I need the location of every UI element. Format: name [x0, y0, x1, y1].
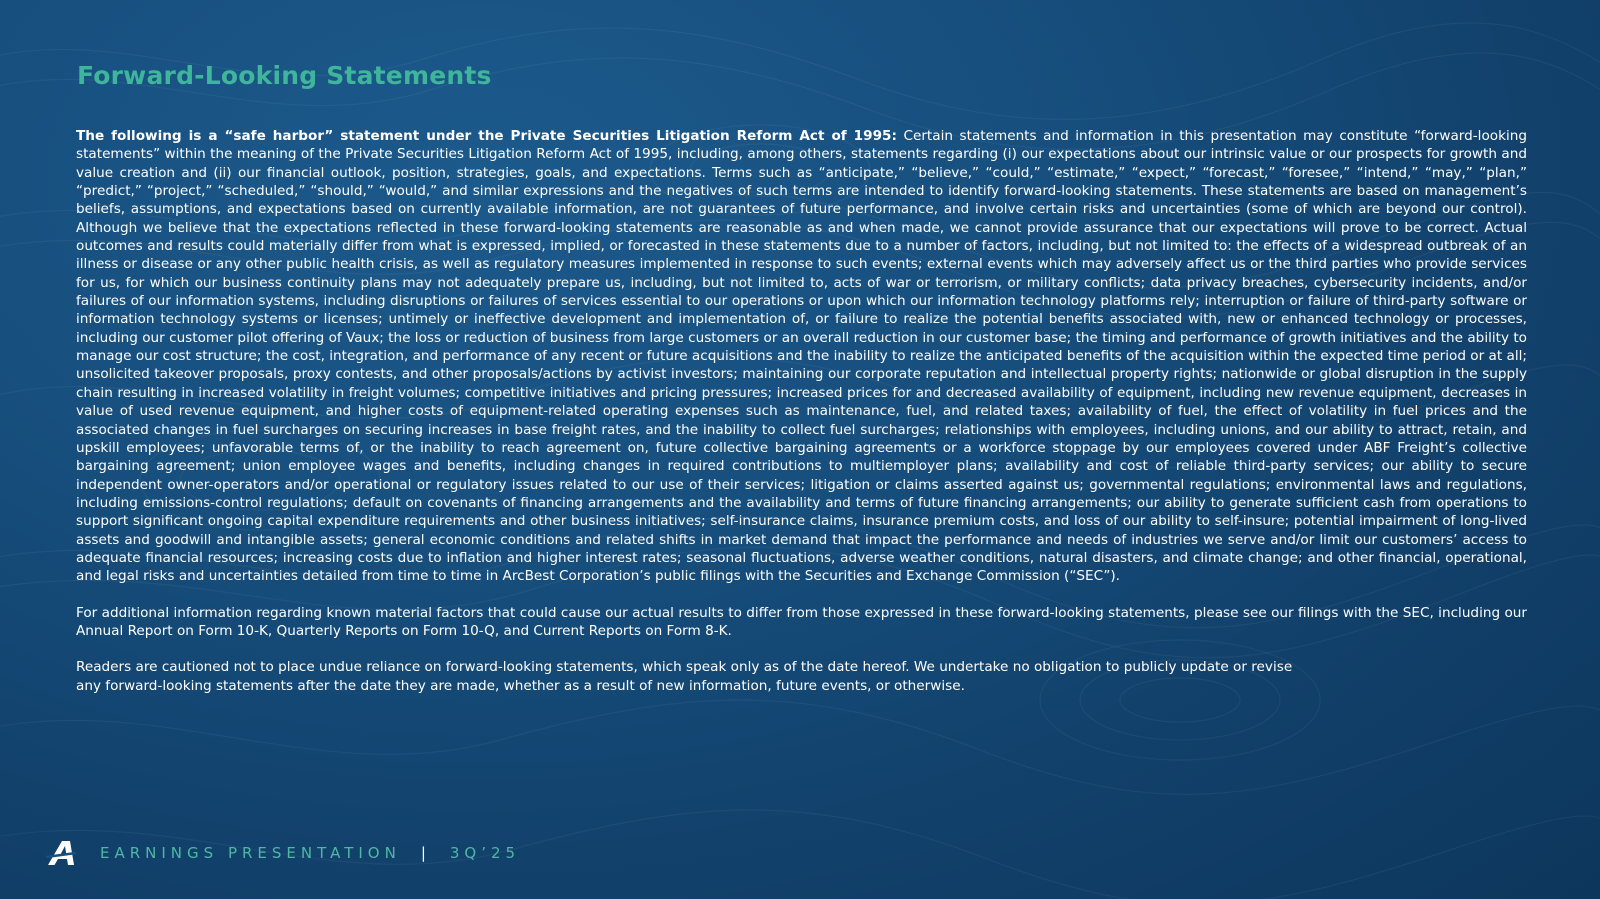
caution-line-1: Readers are cautioned not to place undue reliance on forward-looking statements, which speak only as of the date hereof. We undertake no obligation to publicly update or revise: [76, 659, 1293, 676]
arcbest-a-logo-icon: [46, 839, 78, 867]
footer-period: 3Q’25: [449, 844, 521, 862]
safe-harbor-lead: The following is a “safe harbor” statement under the Private Securities Litigation Reform Act of 1995:: [76, 128, 897, 144]
disclaimer-body: [76, 127, 1527, 695]
safe-harbor-text: Certain statements and information in this presentation may constitute “forward-looking statements” within the meaning of the Private Securities Litigation Reform Act of 1995, including, among others, statements regarding (i) our expectations about our intrinsic value or our prospects for growth and value creation and (ii) our financial outlook, position, strategies, goals, and expectations. Terms such as “anticipate,” “believe,” “could,” “estimate,” “expect,” “forecast,” “foresee,” “intend,” “may,” “plan,” “predict,” “project,” “scheduled,” “should,” “would,” and similar expressions and the negatives of such terms are intended to identify forward-looking statements. These statements are based on management’s beliefs, assumptions, and expectations based on currently available information, are not guarantees of future performance, and involve certain risks and uncertainties (some of which are beyond our control). Although we believe that the expectations reflected in these forward-looking statements are reasonable as and when made, we cannot provide assurance that our expectations will prove to be correct. Actual outcomes and results could materially differ from what is expressed, implied, or forecasted in these statements due to a number of factors, including, but not limited to: the effects of a widespread outbreak of an illness or disease or any other public health crisis, as well as regulatory measures implemented in response to such events; external events which may adversely affect us or the third parties who provide services for us, for which our business continuity plans may not adequately prepare us, including, but not limited to, acts of war or terrorism, or military conflicts; data privacy breaches, cybersecurity incidents, and/or failures of our information systems, including disruptions or failures of services essential to our operations or upon which our information technology platforms rely; interruption or failure of third-party software or information technology systems or licenses; untimely or ineffective development and implementation of, or failure to realize the potential benefits associated with, new or enhanced technology or processes, including our customer pilot offering of Vaux; the loss or reduction of business from large customers or an overall reduction in our customer base; the timing and performance of growth initiatives and the ability to manage our cost structure; the cost, integration, and performance of any recent or future acquisitions and the inability to realize the anticipated benefits of the acquisition within the expected time period or at all; unsolicited takeover proposals, proxy contests, and other proposals/actions by activist investors; maintaining our corporate reputation and intellectual property rights; nationwide or global disruption in the supply chain resulting in increased volatility in freight volumes; competitive initiatives and pricing pressures; increased prices for and decreased availability of equipment, including new revenue equipment, decreases in value of used revenue equipment, and higher costs of equipment-related operating expenses such as maintenance, fuel, and related taxes; availability of fuel, the effect of volatility in fuel prices and the associated changes in fuel surcharges on securing increases in base freight rates, and the inability to collect fuel surcharges; relationships with employees, including unions, and our ability to attract, retain, and upskill employees; unfavorable terms of, or the inability to reach agreement on, future collective bargaining agreements or a workforce stoppage by our employees covered under ABF Freight’s collective bargaining agreement; union employee wages and benefits, including changes in required contributions to multiemployer plans; availability and cost of reliable third-party services; our ability to secure independent owner-operators and/or operational or regulatory issues related to our use of their services; litigation or claims asserted against us; governmental regulations; environmental laws and regulations, including emissions-control regulations; default on covenants of financing arrangements and the availability and terms of future financing arrangements; our ability to generate sufficient cash from operations to support significant ongoing capital expenditure requirements and other business initiatives; self-insurance claims, insurance premium costs, and loss of our ability to self-insure; potential impairment of long-lived assets and goodwill and intangible assets; general economic conditions and related shifts in market demand that impact the performance and needs of industries we serve and/or limit our customers’ access to adequate financial resources; increasing costs due to inflation and higher interest rates; seasonal fluctuations, adverse weather conditions, natural disasters, and climate change; and other financial, operational, and legal risks and uncertainties detailed from time to time in ArcBest Corporation’s public filings with the Securities and Exchange Commission (“SEC”).: [76, 128, 1527, 585]
slide-title: Forward-Looking Statements: [77, 61, 492, 90]
caution-paragraph: [76, 658, 1527, 695]
footer: [46, 838, 520, 868]
footer-label: EARNINGS PRESENTATION: [100, 844, 401, 862]
caution-line-2: any forward-looking statements after the date they are made, whether as a result of new information, future events, or otherwise.: [76, 677, 965, 694]
additional-info-paragraph: For additional information regarding known material factors that could cause our actual results to differ from those expressed in these forward-looking statements, please see our filings with the SEC, including our Annual Report on Form 10-K, Quarterly Reports on Form 10-Q, and Current Reports on Form 8-K.: [76, 604, 1527, 639]
footer-separator: |: [420, 844, 426, 862]
safe-harbor-paragraph: [76, 127, 1527, 586]
